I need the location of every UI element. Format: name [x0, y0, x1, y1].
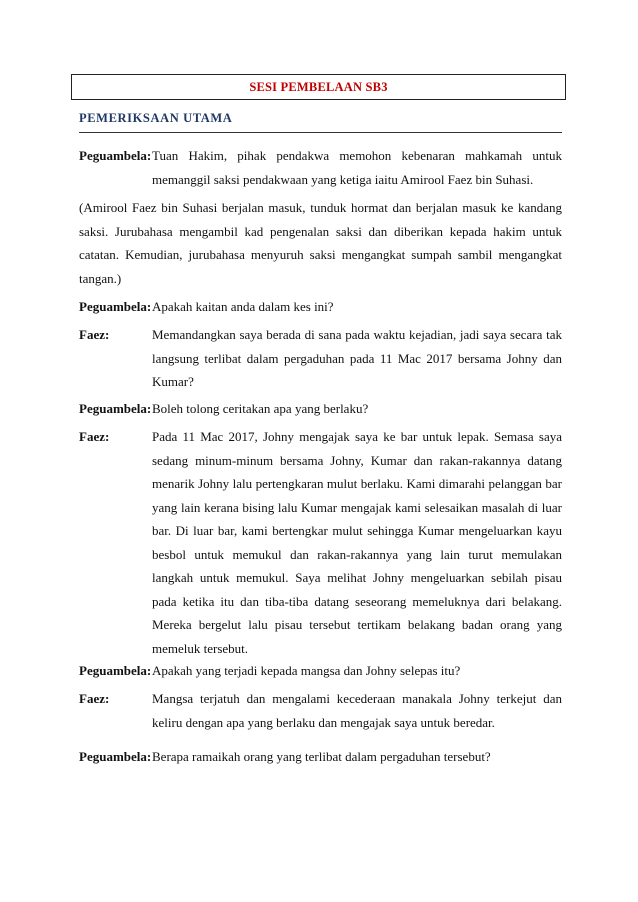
dialogue-entry-9 [79, 745, 562, 769]
dialogue-entry-7 [79, 659, 562, 683]
session-title: SESI PEMBELAAN SB3 [71, 74, 566, 100]
speaker-label: Faez: [79, 429, 110, 444]
speech-text: Berapa ramaikah orang yang terlibat dalam pergaduhan tersebut? [152, 749, 491, 764]
speech-text: Apakah yang terjadi kepada mangsa dan Johny selepas itu? [152, 663, 461, 678]
speech-text: Memandangkan saya berada di sana pada waktu kejadian, jadi saya secara tak langsung terlibat dalam pergaduhan pada 11 Mac 2017 bersama Johny dan Kumar? [152, 327, 562, 389]
dialogue-entry-3 [79, 295, 562, 319]
speech-text: Apakah kaitan anda dalam kes ini? [152, 299, 334, 314]
speaker-label: Faez: [79, 327, 110, 342]
speaker-label: Peguambela: [79, 663, 152, 678]
speaker-label: Peguambela: [79, 148, 152, 163]
dialogue-entry-5 [79, 397, 562, 421]
speaker-label: Faez: [79, 691, 110, 706]
dialogue-entry-6 [79, 425, 562, 660]
narration-text: (Amirool Faez bin Suhasi berjalan masuk, tunduk hormat dan berjalan masuk ke kandang saksi. Jurubahasa mengambil kad pengenalan saksi dan diberikan kepada hakim untuk catatan. Kemudian, jurubahasa menyuruh saksi mengangkat sumpah sambil mengangkat tangan.) [79, 200, 562, 286]
speech-text: Boleh tolong ceritakan apa yang berlaku? [152, 401, 369, 416]
dialogue-entry-4 [79, 323, 562, 394]
speech-text: Pada 11 Mac 2017, Johny mengajak saya ke bar untuk lepak. Semasa saya sedang minum-minum bersama Johny, Kumar dan rakan-rakannya datang menarik Johny lalu pertengkaran mulut berlaku. Kami dimarahi pelanggan bar yang lain kerana bising lalu Kumar mengajak kami selesaikan masalah di luar bar. Di luar bar, kami bertengkar mulut sehingga Kumar mengeluarkan kayu besbol untuk memukul dan rakan-rakannya yang lain turut memulakan langkah untuk memukul. Saya melihat Johny mengeluarkan sebilah pisau pada ketika itu dan tiba-tiba datang seseorang memeluknya dari belakang. Mereka bergelut lalu pisau tersebut tertikam belakang badan orang yang memeluk tersebut. [152, 429, 562, 656]
heading-divider [79, 132, 562, 133]
speech-text: Mangsa terjatuh dan mengalami kecederaan manakala Johny terkejut dan keliru dengan apa yang berlaku dan mengajak saya untuk beredar. [152, 691, 562, 730]
dialogue-entry-1 [79, 144, 562, 191]
speech-text: Tuan Hakim, pihak pendakwa memohon kebenaran mahkamah untuk memanggil saksi pendakwaan yang ketiga iaitu Amirool Faez bin Suhasi. [152, 148, 562, 187]
section-heading: PEMERIKSAAN UTAMA [79, 111, 233, 125]
dialogue-entry-8 [79, 687, 562, 734]
speaker-label: Peguambela: [79, 749, 152, 764]
speaker-label: Peguambela: [79, 299, 152, 314]
speaker-label: Peguambela: [79, 401, 152, 416]
